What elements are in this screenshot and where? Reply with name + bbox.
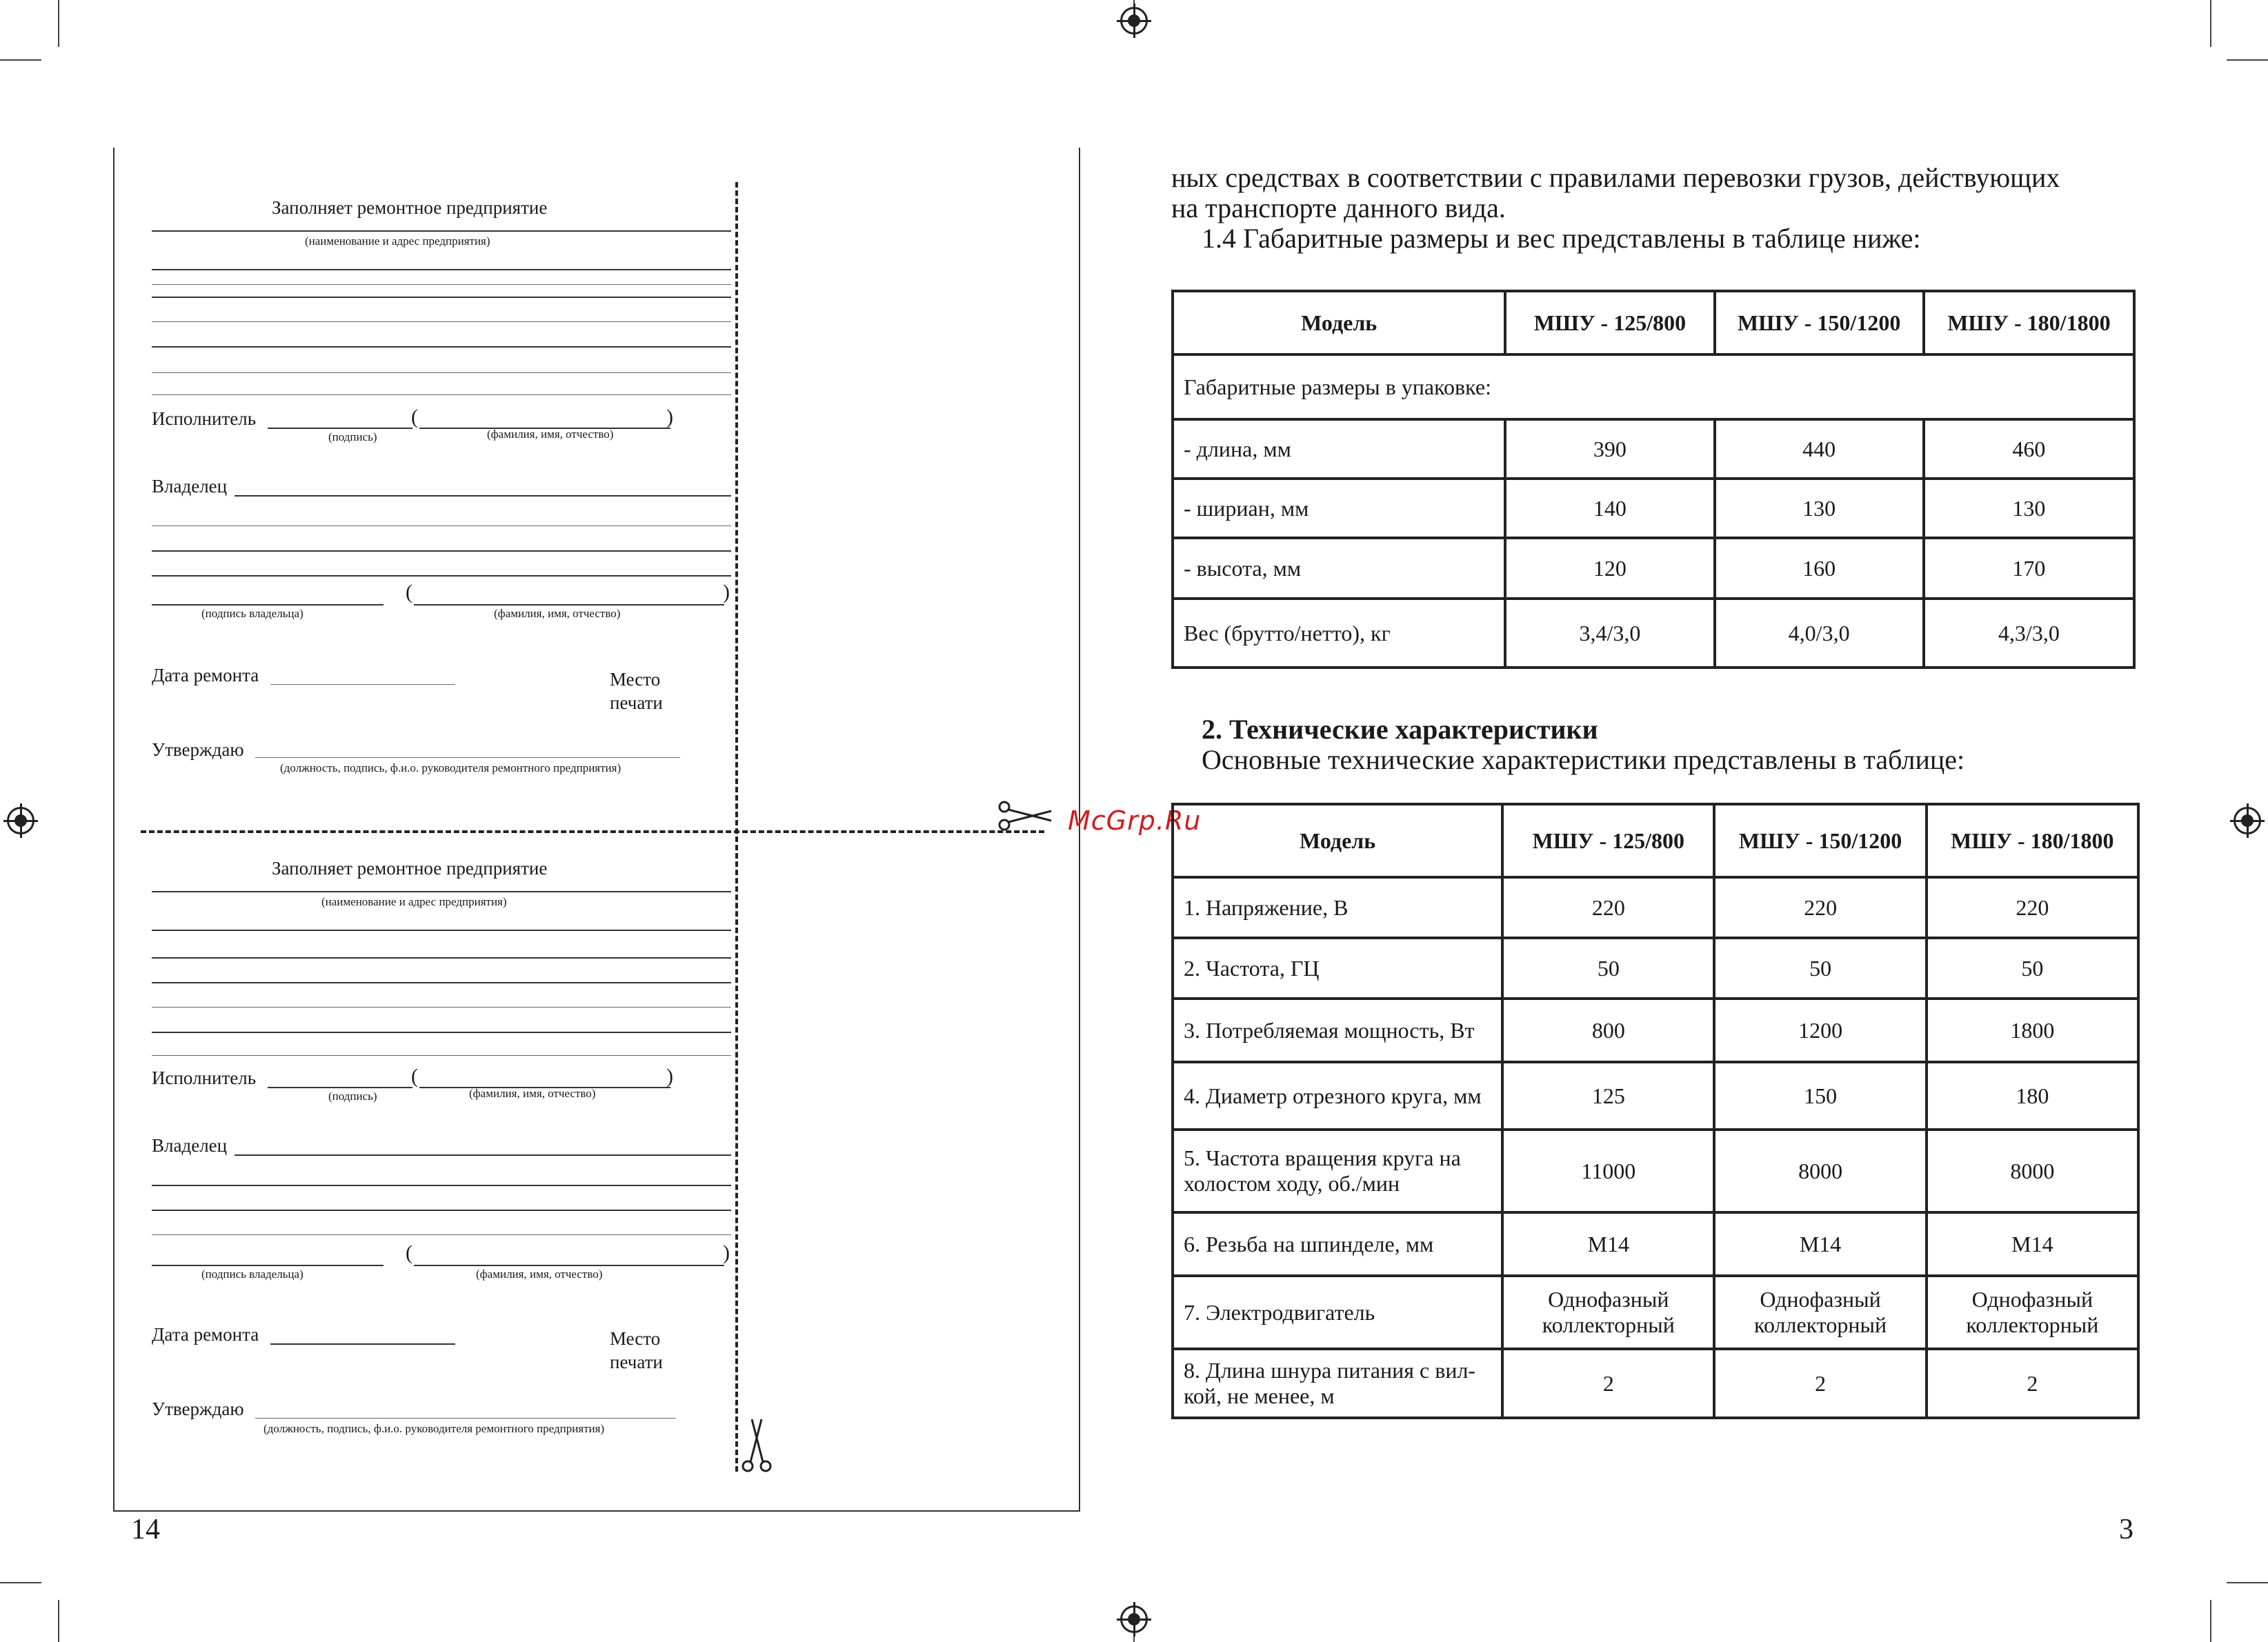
stamp-place-line1: Место bbox=[610, 1328, 661, 1349]
value-cell: 150 bbox=[1714, 1062, 1926, 1130]
approve-line bbox=[255, 757, 680, 758]
executor-label: Исполнитель bbox=[152, 408, 257, 429]
registration-mark-icon bbox=[1120, 1605, 1148, 1633]
table-row bbox=[1173, 599, 2134, 668]
fio-hint: (фамилия, имя, отчество) bbox=[487, 428, 614, 441]
enterprise-line bbox=[152, 394, 731, 395]
value-cell: 50 bbox=[1714, 938, 1926, 999]
enterprise-line bbox=[152, 1032, 731, 1033]
header-cell: Модель bbox=[1173, 291, 1505, 354]
page-number-right: 3 bbox=[2119, 1514, 2133, 1545]
intro-line-1: ных средствах в соответствии с правилами перевозки грузов, действующих bbox=[1171, 162, 2060, 193]
close-paren: ) bbox=[723, 1241, 730, 1264]
signature-hint: (подпись) bbox=[328, 1090, 377, 1103]
open-paren: ( bbox=[406, 581, 412, 603]
enterprise-line bbox=[152, 957, 731, 959]
enterprise-line bbox=[152, 372, 731, 373]
value-cell: 1200 bbox=[1714, 999, 1926, 1062]
value-cell: 130 bbox=[1715, 479, 1924, 538]
value-cell: 390 bbox=[1505, 419, 1714, 479]
value-cell: М14 bbox=[1714, 1212, 1926, 1276]
enterprise-line bbox=[152, 284, 731, 285]
executor-signature-line bbox=[268, 1087, 412, 1088]
value-cell: 220 bbox=[1502, 877, 1714, 938]
owner-label: Владелец bbox=[152, 1135, 228, 1156]
section-intro: Основные технические характеристики представлены в таблице: bbox=[1202, 744, 1965, 775]
label-cell: 4. Диаметр отрезного круга, мм bbox=[1173, 1062, 1502, 1130]
label-cell: 5. Частота вращения круга на холостом ходу, об./мин bbox=[1173, 1130, 1502, 1212]
close-paren: ) bbox=[666, 406, 673, 428]
section-title: 2. Технические характеристики bbox=[1202, 714, 1598, 745]
value-cell: 2 bbox=[1714, 1349, 1926, 1418]
approve-label: Утверждаю bbox=[152, 1399, 244, 1419]
repair-date-line bbox=[270, 1343, 455, 1345]
value-cell: 220 bbox=[1927, 877, 2138, 938]
owner-signature-line bbox=[152, 1265, 384, 1266]
label-cell: 6. Резьба на шпинделе, мм bbox=[1173, 1212, 1502, 1276]
value-cell: 140 bbox=[1505, 479, 1714, 538]
enterprise-hint: (наименование и адрес предприятия) bbox=[321, 895, 507, 908]
value-cell: 440 bbox=[1715, 419, 1924, 479]
owner-label: Владелец bbox=[152, 476, 228, 497]
table-row bbox=[1173, 999, 2138, 1062]
header-cell: Модель bbox=[1173, 804, 1502, 877]
owner-signature-hint: (подпись владельца) bbox=[201, 607, 304, 620]
label-cell: 8. Длина шнура питания с вил- кой, не менее, м bbox=[1173, 1349, 1502, 1418]
table-header-row bbox=[1173, 804, 2138, 877]
enterprise-hint: (наименование и адрес предприятия) bbox=[305, 234, 490, 248]
value-cell: 50 bbox=[1502, 938, 1714, 999]
value-cell: М14 bbox=[1502, 1212, 1714, 1276]
value-cell: 4,3/3,0 bbox=[1924, 599, 2134, 668]
value-cell: Однофазный коллекторный bbox=[1714, 1276, 1926, 1349]
label-cell: 7. Электродвигатель bbox=[1173, 1276, 1502, 1349]
owner-fio-hint: (фамилия, имя, отчество) bbox=[494, 607, 621, 620]
specs-table bbox=[1171, 803, 2140, 1419]
scissors-icon bbox=[997, 800, 1053, 832]
registration-mark-icon bbox=[2234, 807, 2261, 834]
owner-line bbox=[152, 550, 731, 552]
enterprise-line bbox=[152, 982, 731, 983]
dimensions-table bbox=[1171, 290, 2136, 669]
close-paren: ) bbox=[723, 581, 730, 603]
value-cell: 1800 bbox=[1927, 999, 2138, 1062]
table-row bbox=[1173, 354, 2134, 419]
table-row bbox=[1173, 538, 2134, 599]
header-cell: МШУ - 125/800 bbox=[1505, 291, 1714, 354]
executor-signature-line bbox=[268, 428, 412, 429]
table-header-row bbox=[1173, 291, 2134, 354]
close-paren: ) bbox=[666, 1065, 673, 1088]
table-row bbox=[1173, 479, 2134, 538]
owner-signature-line bbox=[152, 604, 384, 605]
value-cell: 130 bbox=[1924, 479, 2134, 538]
owner-fio-hint: (фамилия, имя, отчество) bbox=[476, 1268, 603, 1281]
fio-hint: (фамилия, имя, отчество) bbox=[469, 1087, 596, 1100]
value-cell: 11000 bbox=[1502, 1130, 1714, 1212]
value-cell: М14 bbox=[1927, 1212, 2138, 1276]
label-cell: - шириан, мм bbox=[1173, 479, 1505, 538]
value-cell: 8000 bbox=[1927, 1130, 2138, 1212]
scissors-icon bbox=[741, 1418, 773, 1473]
owner-signature-hint: (подпись владельца) bbox=[201, 1268, 304, 1281]
table-row bbox=[1173, 1349, 2138, 1418]
enterprise-line bbox=[152, 1055, 731, 1056]
crop-mark bbox=[0, 1582, 41, 1583]
crop-mark bbox=[58, 0, 59, 47]
open-paren: ( bbox=[411, 406, 418, 428]
watermark: McGrp.Ru bbox=[1068, 805, 1202, 836]
value-cell: 160 bbox=[1715, 538, 1924, 599]
registration-mark-icon bbox=[1120, 7, 1148, 34]
label-cell: 3. Потребляемая мощность, Вт bbox=[1173, 999, 1502, 1062]
approve-line bbox=[255, 1418, 676, 1419]
value-cell: 125 bbox=[1502, 1062, 1714, 1130]
group-label-cell: Габаритные размеры в упаковке: bbox=[1173, 354, 2134, 419]
label-cell: 1. Напряжение, В bbox=[1173, 877, 1502, 938]
value-cell: 50 bbox=[1927, 938, 2138, 999]
enterprise-line bbox=[152, 891, 731, 892]
table-row bbox=[1173, 1062, 2138, 1130]
owner-fio-line bbox=[414, 604, 724, 605]
approve-hint: (должность, подпись, ф.и.о. руководителя ремонтного предприятия) bbox=[263, 1422, 605, 1435]
registration-mark-icon bbox=[7, 807, 34, 834]
header-cell: МШУ - 150/1200 bbox=[1715, 291, 1924, 354]
enterprise-line bbox=[152, 321, 731, 322]
value-cell: 180 bbox=[1927, 1062, 2138, 1130]
owner-line bbox=[235, 1154, 731, 1156]
stamp-place-line2: печати bbox=[610, 1352, 663, 1372]
value-cell: 220 bbox=[1714, 877, 1926, 938]
table-row bbox=[1173, 877, 2138, 938]
executor-label: Исполнитель bbox=[152, 1068, 257, 1088]
intro-line-2: на транспорте данного вида. bbox=[1171, 192, 1506, 223]
table-row bbox=[1173, 1212, 2138, 1276]
owner-line bbox=[152, 525, 731, 526]
enterprise-line bbox=[152, 230, 731, 232]
owner-line bbox=[152, 575, 731, 577]
owner-fio-line bbox=[414, 1265, 724, 1266]
owner-line bbox=[235, 495, 731, 497]
open-paren: ( bbox=[411, 1065, 418, 1088]
repair-date-line bbox=[270, 684, 455, 685]
label-cell: Вес (брутто/нетто), кг bbox=[1173, 599, 1505, 668]
approve-hint: (должность, подпись, ф.и.о. руководителя ремонтного предприятия) bbox=[280, 761, 621, 774]
crop-mark bbox=[0, 59, 41, 61]
value-cell: Однофазный коллекторный bbox=[1502, 1276, 1714, 1349]
value-cell: 3,4/3,0 bbox=[1505, 599, 1714, 668]
fills-label: Заполняет ремонтное предприятие bbox=[272, 197, 548, 218]
header-cell: МШУ - 125/800 bbox=[1502, 804, 1714, 877]
enterprise-line bbox=[152, 269, 731, 270]
table-row bbox=[1173, 419, 2134, 479]
repair-date-label: Дата ремонта bbox=[152, 1324, 259, 1345]
crop-mark bbox=[2227, 1582, 2268, 1583]
repair-date-label: Дата ремонта bbox=[152, 665, 259, 685]
enterprise-line bbox=[152, 346, 731, 348]
page-number-left: 14 bbox=[131, 1514, 160, 1545]
crop-mark bbox=[58, 1600, 59, 1642]
value-cell: 2 bbox=[1927, 1349, 2138, 1418]
header-cell: МШУ - 150/1200 bbox=[1714, 804, 1926, 877]
intro-line-3: 1.4 Габаритные размеры и вес представлены в таблице ниже: bbox=[1202, 223, 1921, 254]
stamp-place-line2: печати bbox=[610, 692, 663, 713]
label-cell: 2. Частота, ГЦ bbox=[1173, 938, 1502, 999]
owner-line bbox=[152, 1234, 731, 1235]
table-row bbox=[1173, 1276, 2138, 1349]
fills-label: Заполняет ремонтное предприятие bbox=[272, 858, 548, 879]
value-cell: 4,0/3,0 bbox=[1715, 599, 1924, 668]
owner-line bbox=[152, 1185, 731, 1186]
enterprise-line bbox=[152, 1007, 731, 1008]
value-cell: 170 bbox=[1924, 538, 2134, 599]
cut-line-vertical bbox=[735, 182, 738, 1472]
value-cell: 8000 bbox=[1714, 1130, 1926, 1212]
value-cell: 460 bbox=[1924, 419, 2134, 479]
value-cell: 120 bbox=[1505, 538, 1714, 599]
enterprise-line bbox=[152, 930, 731, 931]
approve-label: Утверждаю bbox=[152, 739, 244, 760]
value-cell: Однофазный коллекторный bbox=[1927, 1276, 2138, 1349]
signature-hint: (подпись) bbox=[328, 430, 377, 443]
label-cell: - длина, мм bbox=[1173, 419, 1505, 479]
value-cell: 2 bbox=[1502, 1349, 1714, 1418]
label-cell: - высота, мм bbox=[1173, 538, 1505, 599]
stamp-place-line1: Место bbox=[610, 669, 661, 690]
table-row bbox=[1173, 1130, 2138, 1212]
warranty-coupon-frame bbox=[113, 148, 1080, 1512]
owner-line bbox=[152, 1210, 731, 1211]
header-cell: МШУ - 180/1800 bbox=[1927, 804, 2138, 877]
crop-mark bbox=[2227, 59, 2268, 61]
cut-line-horizontal bbox=[141, 830, 1044, 833]
header-cell: МШУ - 180/1800 bbox=[1924, 291, 2134, 354]
enterprise-line bbox=[152, 297, 731, 298]
crop-mark bbox=[2210, 1600, 2211, 1642]
crop-mark bbox=[2210, 0, 2211, 47]
open-paren: ( bbox=[406, 1241, 412, 1264]
table-row bbox=[1173, 938, 2138, 999]
value-cell: 800 bbox=[1502, 999, 1714, 1062]
